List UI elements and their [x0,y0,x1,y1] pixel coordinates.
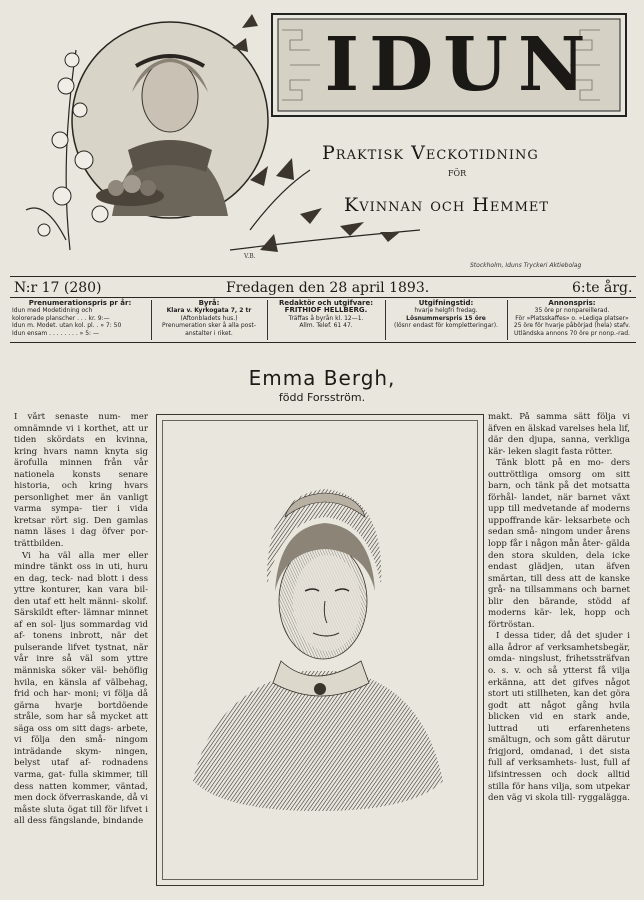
article-paragraph: Vi ha väl alla mer eller mindre tänkt oss in uti, huru en dag, teck- nad blott i dess yttre konturer, kan vara bil- den utaf ett helt männi- skolif. Särskildt efter- lämnar minnet af en sol- ljus sommardag vid af- tonens inbrott, när det pulserande lifvet tystnat, när vår inre så väl som yttre människa söker väl- behöflig hvila, en känsla af välbehag, frid och har- moni; vi följa då gärna hvarje bortdöende stråle, som har så mycket att säga oss om sitt dags- arbete, vi följa den små- ningom inträdande skym- ningen, belyst utaf af- rodnadens varma, gat- fulla skimmer, till dess natten kommer, väntad, men dock öfverraskande, då vi måste sluta ögat till för lifvet i all dess fängslande, bindande [14,550,148,827]
box-line: För »Platsskaffes» o. »Lediga platser» [515,314,629,322]
editor-box [270,300,382,340]
printer-imprint: Stockholm, Iduns Tryckeri Aktiebolag [470,262,582,269]
masthead-title: IDUN [324,22,596,108]
issue-rule [10,297,636,298]
masthead-subtitle-line1: Praktisk Veckotidning [322,142,539,164]
article-paragraph: Tänk blott på en mo- ders outtröttliga omsorg om sitt barn, och tänk på det motsatta förhål- landet, när barnet växt upp till medvetande af moderns uppoffrande kär- leksarbete och sedan små- ningom under årens lopp får i någon mån åter- gälda den stora skulden, dela icke endast glädjen, utan äfven smärtan, till dess att de kanske grå- na tillsammans och barnet blir den bärande, stödd af moderns kär- lek, hopp och förtröstan. [488,458,630,630]
box-line: Träffas å byrån kl. 12—1. [288,314,364,322]
box-heading: Annonspris: [548,299,596,307]
box-divider [151,300,152,340]
publication-box [388,300,504,340]
box-line: Allm. Telef. 61 47. [299,322,353,330]
box-line: hvarje helgfri fredag. [414,307,478,315]
box-line: anstalter i riket. [185,329,233,337]
volume-year: 6:te årg. [572,280,633,296]
box-line: Idun ensam . . . . . . . . » 5: — [12,329,99,337]
article-paragraph: I vårt senaste num- mer omnämnde vi i korthet, att ur tiden skördats en kvinna, kring hvars namn knyta sig ärofulla minnen från vår nationela konsts senare historia, och kring hvars personlighet mer än vanligt varma sympa- tier i vida kretsar rört sig. Den gamlas namn läses i dag öfver por- trättbilden. [14,412,148,550]
masthead-rule [10,276,636,277]
box-line: 35 öre pr nonpareillerad. [534,307,610,315]
box-heading: Utgifningstid: [418,299,474,307]
subscription-price-box [12,300,148,340]
box-line: kolorerade planscher . . . kr. 9:— [12,314,110,322]
masthead-subtitle-line3: Kvinnan och Hemmet [344,194,550,216]
box-line: (Aftonbladets hus.) [180,314,238,322]
box-line: Prenumeration sker å alla post- [162,322,256,330]
advertising-box [510,300,634,340]
issue-date: Fredagen den 28 april 1893. [226,280,430,296]
box-line: FRITHIOF HELLBERG. [284,306,368,315]
article-title: Emma Bergh, [248,366,396,390]
box-heading: Prenumerationspris pr år: [28,299,132,307]
box-line: Idun med Modetidning och [12,307,93,315]
portrait-engraving [163,421,475,877]
article-paragraph: makt. På samma sätt följa vi äfven en älskad varelses hela lif, där den djupa, sanna, verkliga kär- leken slagit fasta rötter. [488,412,630,457]
article-subtitle: född Forsström. [278,391,366,404]
article-right-column [488,412,630,896]
issue-number: N:r 17 (280) [14,280,102,296]
box-line: Lösnummerspris 15 öre [406,314,486,322]
box-divider [267,300,268,340]
header-bottom-rule [10,342,636,343]
box-line: Utländska annons 70 öre pr nonp.-rad. [514,329,630,337]
svg-text:V.B.: V.B. [244,253,256,260]
box-divider [385,300,386,340]
office-box [154,300,264,340]
article-left-column [14,412,148,896]
box-line: (lösnr endast för kompletteringar). [394,322,498,330]
box-line: Idun m. Modet. utan kol. pl. . » 7: 50 [12,322,122,330]
article-paragraph: I dessa tider, då det sjuder i alla ådror af verksamhetsbegär, omda- ningslust, frihetssträfvan o. s. v. och så ytterst få vilja erkänna, att det gifves något stort uti stillheten, kan det göra godt att något gång hvila blicken vid en stark ande, luttrad uti erfarenhetens smältugn, och som gått därutur frigjord, omdanad, i det sista full af verksamhets- lust, full af lifsintressen och dock alltid stilla för hans vilja, som utpekar den väg vi skola till- ryggalägga. [488,631,630,804]
box-heading: Redaktör och utgifvare: [278,299,374,307]
masthead-subtitle-line2: för [448,166,467,179]
box-divider [507,300,508,340]
box-heading: Byrå: [198,299,220,307]
box-line: 25 öre för hvarje påbörjad (hela) stafv. [513,322,631,330]
box-line: Klara v. Kyrkogata 7, 2 tr [166,307,252,315]
